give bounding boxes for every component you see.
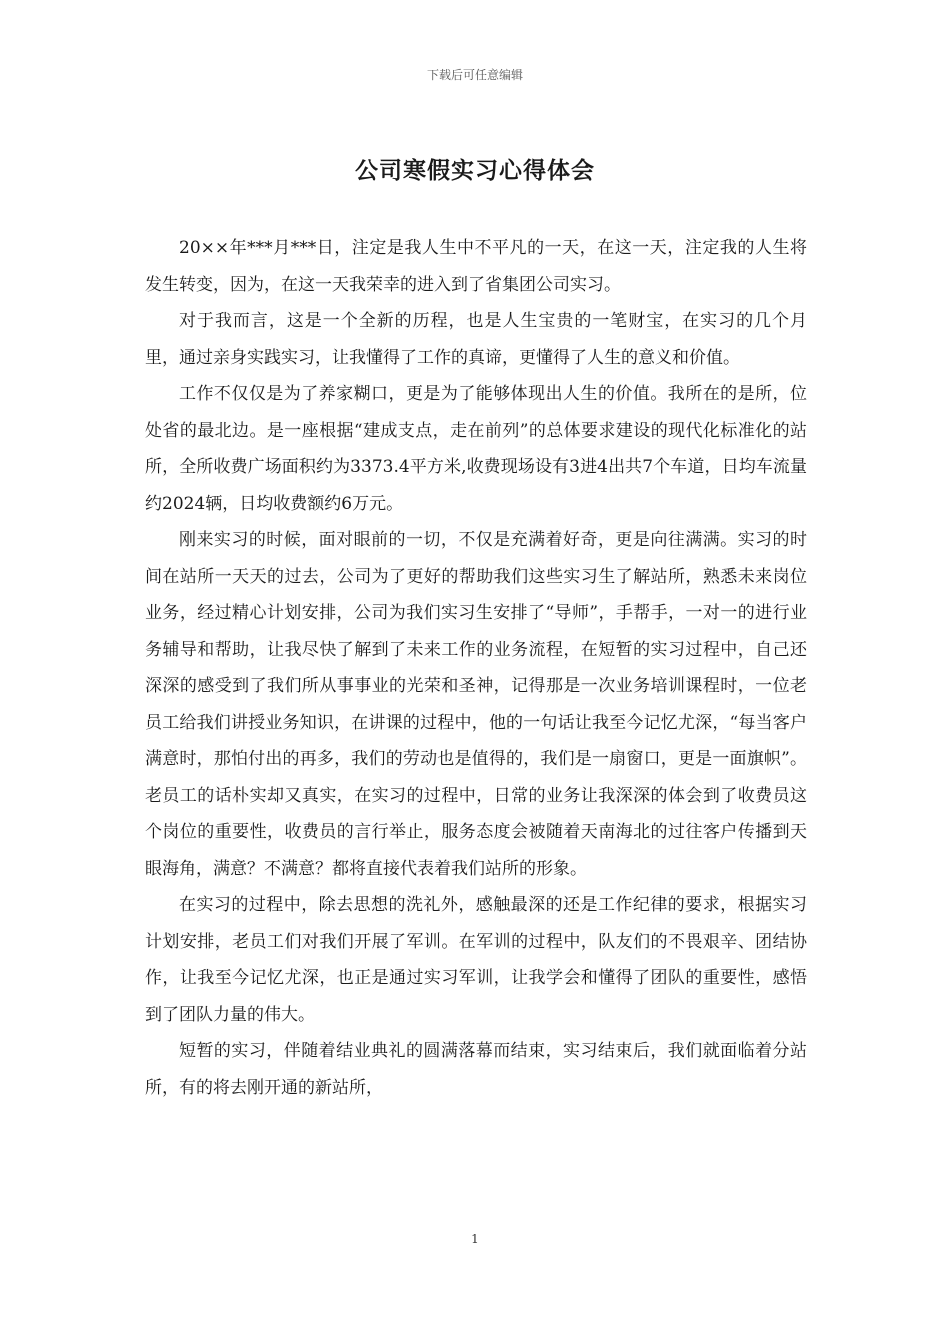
paragraph-5: 在实习的过程中，除去思想的洗礼外，感触最深的还是工作纪律的要求，根据实习计划安排，老员工们对我们开展了军训。在军训的过程中，队友们的不畏艰辛、团结协作，让我至今记忆尤深，也正是通过实习军训，让我学会和懂得了团队的重要性，感悟到了团队力量的伟大。 — [145, 895, 807, 1025]
document-title: 公司寒假实习心得体会 — [355, 158, 595, 184]
paragraph-2: 对于我而言，这是一个全新的历程，也是人生宝贵的一笔财宝，在实习的几个月里，通过亲身实践实习，让我懂得了工作的真谛，更懂得了人生的意义和价值。 — [145, 311, 807, 368]
paragraph-4: 刚来实习的时候，面对眼前的一切，不仅是充满着好奇，更是向往满满。实习的时间在站所一天天的过去，公司为了更好的帮助我们这些实习生了解站所，熟悉未来岗位业务，经过精心计划安排，公司为我们实习生安排了“导师”，手帮手，一对一的进行业务辅导和帮助，让我尽快了解到了未来工作的业务流程，在短暂的实习过程中，自己还深深的感受到了我们所从事事业的光荣和圣神，记得那是一次业务培训课程时，一位老员工给我们讲授业务知识，在讲课的过程中，他的一句话让我至今记忆尤深，“每当客户满意时，那怕付出的再多，我们的劳动也是值得的，我们是一扇窗口，更是一面旗帜”。老员工的话朴实却又真实，在实习的过程中，日常的业务让我深深的体会到了收费员这个岗位的重要性，收费员的言行举止，服务态度会被随着天南海北的过往客户传播到天眼海角，满意？不满意？都将直接代表着我们站所的形象。 — [145, 530, 807, 879]
paragraph-3: 工作不仅仅是为了养家糊口，更是为了能够体现出人生的价值。我所在的是所，位处省的最北边。是一座根据“建成支点，走在前列”的总体要求建设的现代化标准化的站所，全所收费广场面积约为3373.4平方米,收费现场设有3进4出共7个车道，日均车流量约2024辆，日均收费额约6万元。 — [145, 384, 807, 514]
header-note: 下载后可任意编辑 — [426, 68, 523, 82]
paragraph-1: 20××年***月***日，注定是我人生中不平凡的一天，在这一天，注定我的人生将发生转变，因为，在这一天我荣幸的进入到了省集团公司实习。 — [145, 238, 807, 295]
page-number: 1 — [471, 1232, 479, 1246]
document-body — [145, 230, 807, 1106]
paragraph-6: 短暂的实习，伴随着结业典礼的圆满落幕而结束，实习结束后，我们就面临着分站所，有的将去刚开通的新站所， — [145, 1041, 807, 1098]
